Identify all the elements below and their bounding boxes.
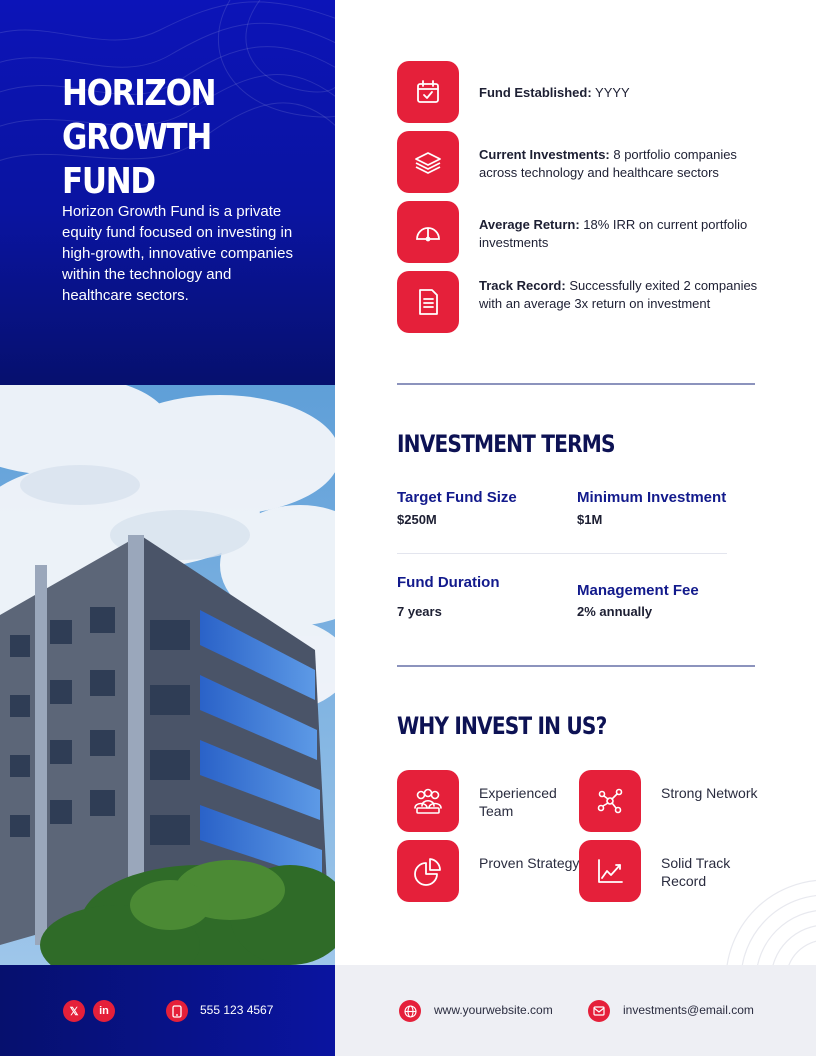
trend-chart-icon (579, 840, 641, 902)
why-item-label: Experienced Team (479, 785, 557, 819)
email-icon (588, 1000, 610, 1022)
gauge-icon (397, 201, 459, 263)
term-value: $250M (397, 512, 437, 527)
email-link[interactable]: investments@email.com (623, 1003, 754, 1017)
section-divider (397, 383, 755, 385)
team-icon (397, 770, 459, 832)
feature-text: Fund Established: YYYY (479, 85, 630, 100)
term-label: Fund Duration (397, 574, 500, 591)
terms-row-divider (397, 553, 727, 554)
fund-description: Horizon Growth Fund is a private equity fund focused on investing in high-growth, innovative companies within the technology and healthcare sectors. (62, 203, 293, 304)
why-item-label: Solid Track Record (661, 855, 731, 889)
footer-right (335, 965, 816, 1056)
section-divider (397, 665, 755, 667)
term-value: 2% annually (577, 604, 653, 619)
stacked-layers-icon (397, 131, 459, 193)
feature-text: Average Return: 18% IRR on current portfolio investments (479, 217, 748, 250)
footer-left (0, 965, 335, 1056)
phone-icon (166, 1000, 188, 1022)
term-value: $1M (577, 512, 603, 527)
calendar-check-icon (397, 61, 459, 123)
phone-number[interactable]: 555 123 4567 (200, 1003, 274, 1017)
term-label: Minimum Investment (577, 489, 727, 506)
network-icon (579, 770, 641, 832)
x-icon[interactable]: 𝕏 (63, 1000, 85, 1022)
term-label: Target Fund Size (397, 489, 517, 506)
linkedin-icon[interactable]: in (93, 1000, 115, 1022)
website-link[interactable]: www.yourwebsite.com (434, 1003, 553, 1017)
investment-terms-heading: INVESTMENT TERMS (397, 430, 615, 458)
why-invest-heading: WHY INVEST IN US? (397, 712, 607, 740)
pie-strategy-icon (397, 840, 459, 902)
feature-text: Current Investments: 8 portfolio companies across technology and healthcare sectors (479, 147, 737, 180)
feature-text: Track Record: Successfully exited 2 companies with an average 3x return on investment (479, 278, 758, 311)
corner-arcs-decoration (706, 860, 816, 965)
term-label: Management Fee (577, 582, 699, 599)
hero-panel (0, 0, 335, 385)
why-item-label: Proven Strategy (479, 855, 580, 871)
office-building-photo (0, 385, 335, 965)
term-value: 7 years (397, 604, 442, 619)
page-title: HORIZON GROWTH FUND (62, 73, 216, 202)
globe-icon (399, 1000, 421, 1022)
why-item-label: Strong Network (661, 785, 758, 801)
document-list-icon (397, 271, 459, 333)
